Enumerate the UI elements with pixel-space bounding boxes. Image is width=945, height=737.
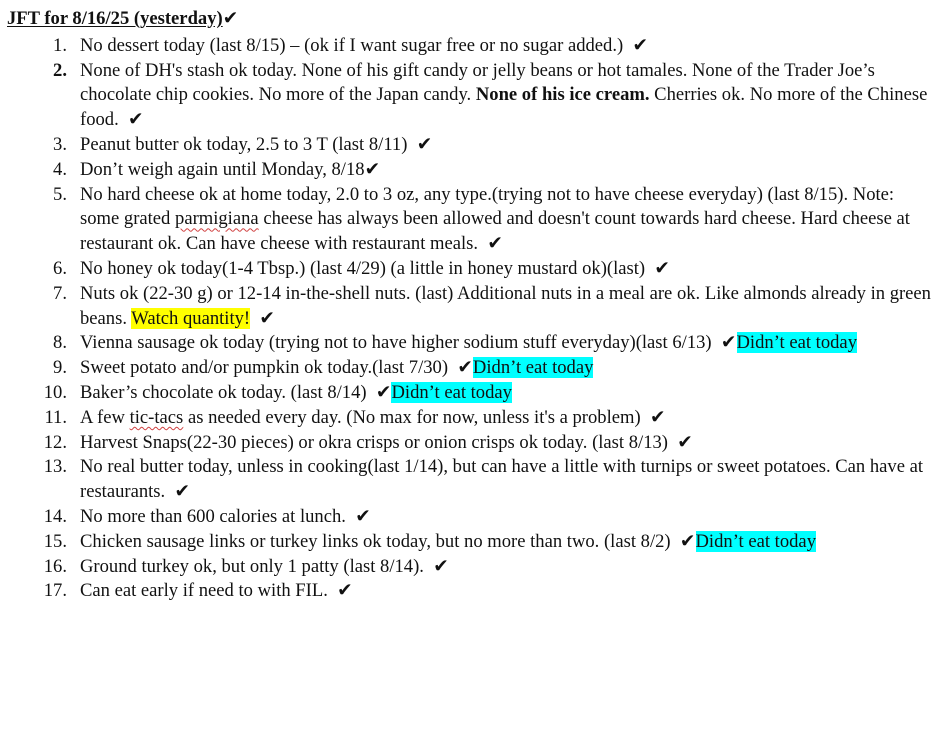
item-text-bold: None of his ice cream. <box>475 84 650 106</box>
list-item <box>7 34 935 59</box>
item-text: Baker’s chocolate ok today. (last 8/14) <box>80 381 367 403</box>
heading-text: JFT for 8/16/25 (yesterday) <box>7 8 223 29</box>
check-mark-icon: ✔ <box>654 257 670 279</box>
item-text: Peanut butter ok today, 2.5 to 3 T (last 8/11) <box>80 133 408 155</box>
spellcheck-flagged-word: parmigiana <box>175 208 259 230</box>
item-text: No real butter today, unless in cooking(last 1/14), but can have a little with turnips or sweet potatoes. Can have at restaurants. <box>80 456 924 503</box>
item-number: 10. <box>43 381 67 403</box>
item-text: Ground turkey ok, but only 1 patty (last 8/14). <box>80 555 424 577</box>
list-item <box>7 158 935 183</box>
item-text: Cherries ok. No more of the Chinese food. <box>80 84 928 131</box>
check-mark-icon: ✔ <box>416 133 433 155</box>
list-item <box>7 133 935 158</box>
check-mark-icon: ✔ <box>364 158 381 180</box>
highlighted-note: Didn’t eat today <box>736 332 857 354</box>
list-item <box>7 381 935 406</box>
check-mark-icon: ✔ <box>259 307 275 329</box>
list-item <box>7 406 935 431</box>
list-item <box>7 257 935 282</box>
item-text: A few <box>80 406 125 428</box>
item-number: 11. <box>44 406 67 428</box>
item-text: No more than 600 calories at lunch. <box>80 505 346 527</box>
check-mark-icon: ✔ <box>649 406 666 428</box>
item-text: No honey ok today(1-4 Tbsp.) (last 4/29) (a little in honey mustard ok)(last) <box>80 257 646 279</box>
item-number: 14. <box>43 505 67 527</box>
check-mark-icon: ✔ <box>457 357 473 379</box>
check-mark-icon: ✔ <box>174 481 191 503</box>
food-rules-list <box>7 34 935 604</box>
list-item <box>7 530 935 555</box>
item-number: 17. <box>43 580 67 602</box>
item-number: 13. <box>43 456 67 478</box>
item-number: 15. <box>43 530 67 552</box>
check-mark-icon: ✔ <box>337 580 353 602</box>
item-text: as needed every day. (No max for now, unless it's a problem) <box>187 406 641 428</box>
check-mark-icon: ✔ <box>128 109 144 131</box>
item-number: 4. <box>53 158 67 180</box>
item-number: 3. <box>53 133 67 155</box>
list-item <box>7 331 935 356</box>
item-number: 12. <box>43 431 67 453</box>
document-heading <box>7 7 935 32</box>
item-number: 9. <box>53 357 67 379</box>
highlighted-note: Didn’t eat today <box>391 381 512 403</box>
item-text: Harvest Snaps(22-30 pieces) or okra crisps or onion crisps ok today. (last 8/13) <box>80 431 668 453</box>
check-mark-icon: ✔ <box>487 233 503 255</box>
list-item <box>7 356 935 381</box>
check-mark-icon: ✔ <box>433 555 449 577</box>
item-text: Vienna sausage ok today (trying not to have higher sodium stuff everyday)(last 6/13) <box>80 332 712 354</box>
list-item <box>7 579 935 604</box>
check-mark-icon: ✔ <box>222 8 239 29</box>
item-number: 1. <box>53 34 67 56</box>
list-item <box>7 505 935 530</box>
item-number: 6. <box>53 257 67 279</box>
item-number: 2. <box>53 59 67 81</box>
item-text: No hard cheese ok at home today, 2.0 to 3 oz, any type.(trying not to have cheese everyday) (last 8/15). Note: some grated <box>80 183 895 230</box>
check-mark-icon: ✔ <box>720 332 737 354</box>
item-text: None of DH's stash ok today. None of his gift candy or jelly beans or hot tamales. None of the Trader Joe’s chocolate chip cookies. No more of the Japan candy. <box>80 59 875 106</box>
item-text: cheese has always been allowed and doesn't count towards hard cheese. Hard cheese at restaurant ok. Can have cheese with restaurant meals. <box>80 208 910 255</box>
item-number: 7. <box>53 282 67 304</box>
item-text: Sweet potato and/or pumpkin ok today.(last 7/30) <box>80 357 449 379</box>
item-text: Chicken sausage links or turkey links ok today, but no more than two. (last 8/2) <box>80 530 671 552</box>
list-item <box>7 282 935 332</box>
item-text: No dessert today (last 8/15) – (ok if I want sugar free or no sugar added.) <box>80 34 624 56</box>
highlighted-note: Watch quantity! <box>131 307 251 329</box>
highlighted-note: Didn’t eat today <box>472 357 594 379</box>
check-mark-icon: ✔ <box>677 431 693 453</box>
item-number: 8. <box>53 332 67 354</box>
item-number: 5. <box>53 183 67 205</box>
list-item <box>7 555 935 580</box>
check-mark-icon: ✔ <box>632 34 649 56</box>
check-mark-icon: ✔ <box>679 530 696 552</box>
list-item <box>7 183 935 257</box>
item-number: 16. <box>43 555 67 577</box>
list-item <box>7 431 935 456</box>
check-mark-icon: ✔ <box>355 505 371 527</box>
item-text: Can eat early if need to with FIL. <box>80 580 328 602</box>
item-text: Don’t weigh again until Monday, 8/18 <box>80 158 365 180</box>
list-item <box>7 455 935 505</box>
highlighted-note: Didn’t eat today <box>695 530 816 552</box>
list-item <box>7 59 935 133</box>
item-text: Nuts ok (22-30 g) or 12-14 in-the-shell nuts. (last) Additional nuts in a meal are ok. Like almonds already in green beans. <box>80 282 931 329</box>
check-mark-icon: ✔ <box>375 381 392 403</box>
spellcheck-flagged-word: tic-tacs <box>129 406 184 428</box>
